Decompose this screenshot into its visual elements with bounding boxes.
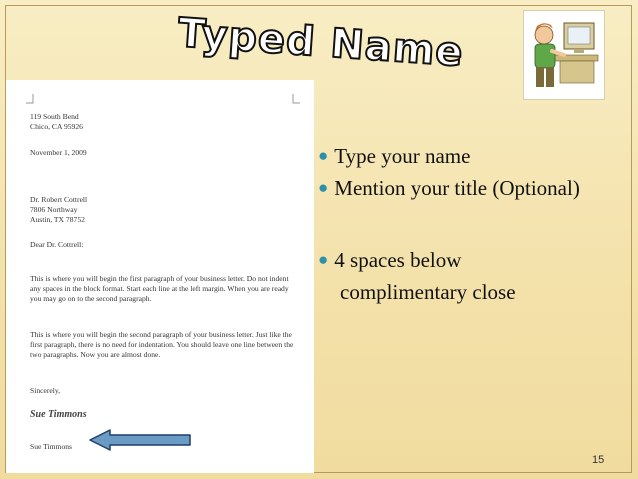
margin-corner-icon: [292, 94, 300, 104]
letter-date: November 1, 2009: [30, 148, 87, 157]
bullet-text: Type your name: [334, 144, 471, 168]
bullet-dot-icon: ●: [318, 146, 329, 165]
bullet-item: [318, 144, 470, 169]
left-arrow-icon: [88, 428, 192, 452]
slide-title-area: [178, 4, 498, 76]
bullet-continuation: complimentary close: [340, 280, 516, 304]
person-at-computer-icon: [523, 10, 605, 100]
salutation: Dear Dr. Cottrell:: [30, 240, 84, 249]
body-paragraph-1: This is where you will begin the first paragraph of your business letter. Do not indent any spaces in the block format. Start each line at the left margin. When you are ready you may go on to the second paragraph.: [30, 274, 289, 304]
page-number: 15: [592, 454, 605, 466]
bullet-dot-icon: ●: [318, 250, 329, 269]
business-letter-image: [6, 80, 314, 473]
bullet-text: 4 spaces below: [334, 248, 462, 272]
typed-name: Sue Timmons: [30, 442, 72, 451]
signature: Sue Timmons: [30, 409, 87, 420]
body-paragraph-2: This is where you will begin the second paragraph of your business letter. Just like the first paragraph, there is no need for indentation. You should leave one line between the two paragraphs. Now you are almost done.: [30, 330, 294, 360]
margin-corner-icon: [26, 94, 34, 104]
recipient-address-line3: Austin, TX 78752: [30, 215, 85, 224]
recipient-address-line2: 7806 Northway: [30, 205, 78, 214]
bullet-text: Mention your title (Optional): [334, 176, 580, 200]
closing: Sincerely,: [30, 386, 61, 395]
bullet-item: [318, 248, 461, 273]
sender-address-line1: 119 South Bend: [30, 112, 79, 121]
bullet-dot-icon: ●: [318, 178, 329, 197]
recipient-name: Dr. Robert Cottrell: [30, 195, 88, 204]
slide-title: Typed Name: [176, 10, 466, 76]
sender-address-line2: Chico, CA 95926: [30, 122, 83, 131]
bullet-item: [318, 176, 580, 201]
